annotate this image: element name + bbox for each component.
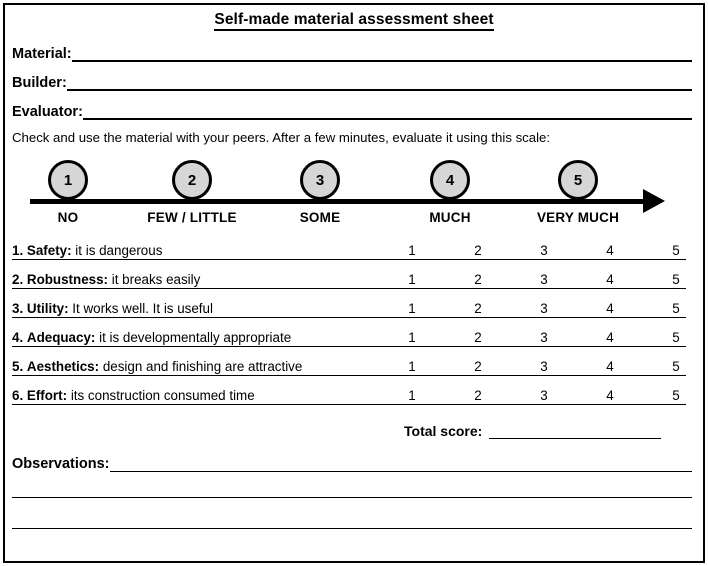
total-score-input[interactable] <box>489 424 661 439</box>
rating-option-3[interactable]: 3 <box>540 330 548 345</box>
rating-option-5[interactable]: 5 <box>672 388 680 403</box>
rating-option-2[interactable]: 2 <box>474 272 482 287</box>
scale-point-4: 4 <box>430 160 470 200</box>
rating-option-1[interactable]: 1 <box>408 243 416 258</box>
scale-label-4: MUCH <box>429 210 471 225</box>
scale-axis-line <box>30 199 658 204</box>
rating-option-2[interactable]: 2 <box>474 388 482 403</box>
total-score-field[interactable] <box>404 419 688 439</box>
assessment-row-rule <box>12 259 686 260</box>
assessment-row-description: its construction consumed time <box>70 388 255 403</box>
field-evaluator-input[interactable] <box>83 104 692 120</box>
rating-option-4[interactable]: 4 <box>606 388 614 403</box>
scale-label-3: SOME <box>299 210 341 225</box>
rating-option-3[interactable]: 3 <box>540 388 548 403</box>
assessment-row-description: it is developmentally appropriate <box>99 330 292 345</box>
assessment-row-text <box>12 243 162 258</box>
rating-option-1[interactable]: 1 <box>408 301 416 316</box>
rating-scale-legend <box>0 155 708 235</box>
scale-label-1: NO <box>57 210 79 225</box>
assessment-row <box>12 296 686 318</box>
field-material[interactable] <box>12 42 692 62</box>
assessment-row-criterion: Aesthetics: <box>26 359 100 374</box>
field-material-label: Material: <box>12 46 72 62</box>
assessment-row-text <box>12 359 302 374</box>
rating-option-3[interactable]: 3 <box>540 359 548 374</box>
rating-option-5[interactable]: 5 <box>672 330 680 345</box>
field-builder-input[interactable] <box>67 75 692 91</box>
observations-label: Observations: <box>12 456 110 472</box>
assessment-row-text <box>12 388 255 403</box>
assessment-row-criterion: Safety: <box>26 243 72 258</box>
assessment-row <box>12 267 686 289</box>
arrow-head-icon <box>643 189 665 213</box>
scale-point-2: 2 <box>172 160 212 200</box>
assessment-row-criterion: Robustness: <box>26 272 109 287</box>
page-title-text: Self-made material assessment sheet <box>214 11 493 31</box>
assessment-row-index: 6. <box>12 388 24 403</box>
assessment-row-index: 3. <box>12 301 24 316</box>
assessment-row-description: design and finishing are attractive <box>102 359 303 374</box>
field-material-input[interactable] <box>72 46 692 62</box>
field-builder-label: Builder: <box>12 75 67 91</box>
assessment-row-description: it breaks easily <box>111 272 201 287</box>
assessment-row-index: 5. <box>12 359 24 374</box>
assessment-row <box>12 238 686 260</box>
rating-option-5[interactable]: 5 <box>672 301 680 316</box>
page-title <box>0 11 708 29</box>
scale-point-5: 5 <box>558 160 598 200</box>
rating-option-2[interactable]: 2 <box>474 243 482 258</box>
assessment-row <box>12 354 686 376</box>
observations-input-line-3[interactable] <box>12 528 692 529</box>
total-score-label: Total score: <box>404 423 483 439</box>
assessment-row-rule <box>12 375 686 376</box>
assessment-row-text <box>12 301 213 316</box>
rating-option-2[interactable]: 2 <box>474 330 482 345</box>
assessment-row <box>12 325 686 347</box>
rating-option-4[interactable]: 4 <box>606 359 614 374</box>
assessment-row <box>12 383 686 405</box>
rating-option-5[interactable]: 5 <box>672 359 680 374</box>
observations-input-line-2[interactable] <box>12 497 692 498</box>
rating-option-1[interactable]: 1 <box>408 330 416 345</box>
field-evaluator[interactable] <box>12 100 692 120</box>
assessment-row-rule <box>12 404 686 405</box>
assessment-row-index: 1. <box>12 243 24 258</box>
assessment-row-description: It works well. It is useful <box>72 301 213 316</box>
instruction-text: Check and use the material with your peers. After a few minutes, evaluate it using this scale: <box>12 130 551 145</box>
rating-option-4[interactable]: 4 <box>606 243 614 258</box>
rating-option-2[interactable]: 2 <box>474 301 482 316</box>
scale-label-2: FEW / LITTLE <box>147 210 237 225</box>
field-evaluator-label: Evaluator: <box>12 104 83 120</box>
assessment-row-index: 4. <box>12 330 24 345</box>
rating-option-3[interactable]: 3 <box>540 301 548 316</box>
scale-point-3: 3 <box>300 160 340 200</box>
rating-option-3[interactable]: 3 <box>540 243 548 258</box>
scale-label-5: VERY MUCH <box>536 210 620 225</box>
assessment-row-rule <box>12 317 686 318</box>
field-builder[interactable] <box>12 71 692 91</box>
assessment-row-text <box>12 330 291 345</box>
rating-option-4[interactable]: 4 <box>606 301 614 316</box>
assessment-row-rule <box>12 346 686 347</box>
rating-option-5[interactable]: 5 <box>672 243 680 258</box>
rating-option-5[interactable]: 5 <box>672 272 680 287</box>
rating-option-4[interactable]: 4 <box>606 330 614 345</box>
scale-point-1: 1 <box>48 160 88 200</box>
rating-option-1[interactable]: 1 <box>408 272 416 287</box>
rating-option-4[interactable]: 4 <box>606 272 614 287</box>
assessment-row-criterion: Adequacy: <box>26 330 96 345</box>
rating-option-3[interactable]: 3 <box>540 272 548 287</box>
rating-option-2[interactable]: 2 <box>474 359 482 374</box>
assessment-row-criterion: Effort: <box>26 388 68 403</box>
assessment-row-description: it is dangerous <box>75 243 163 258</box>
rating-option-1[interactable]: 1 <box>408 388 416 403</box>
assessment-row-text <box>12 272 200 287</box>
observations-input-line-1[interactable] <box>110 457 693 472</box>
rating-option-1[interactable]: 1 <box>408 359 416 374</box>
assessment-row-criterion: Utility: <box>26 301 69 316</box>
assessment-row-rule <box>12 288 686 289</box>
observations-field[interactable] <box>12 452 692 472</box>
assessment-row-index: 2. <box>12 272 24 287</box>
